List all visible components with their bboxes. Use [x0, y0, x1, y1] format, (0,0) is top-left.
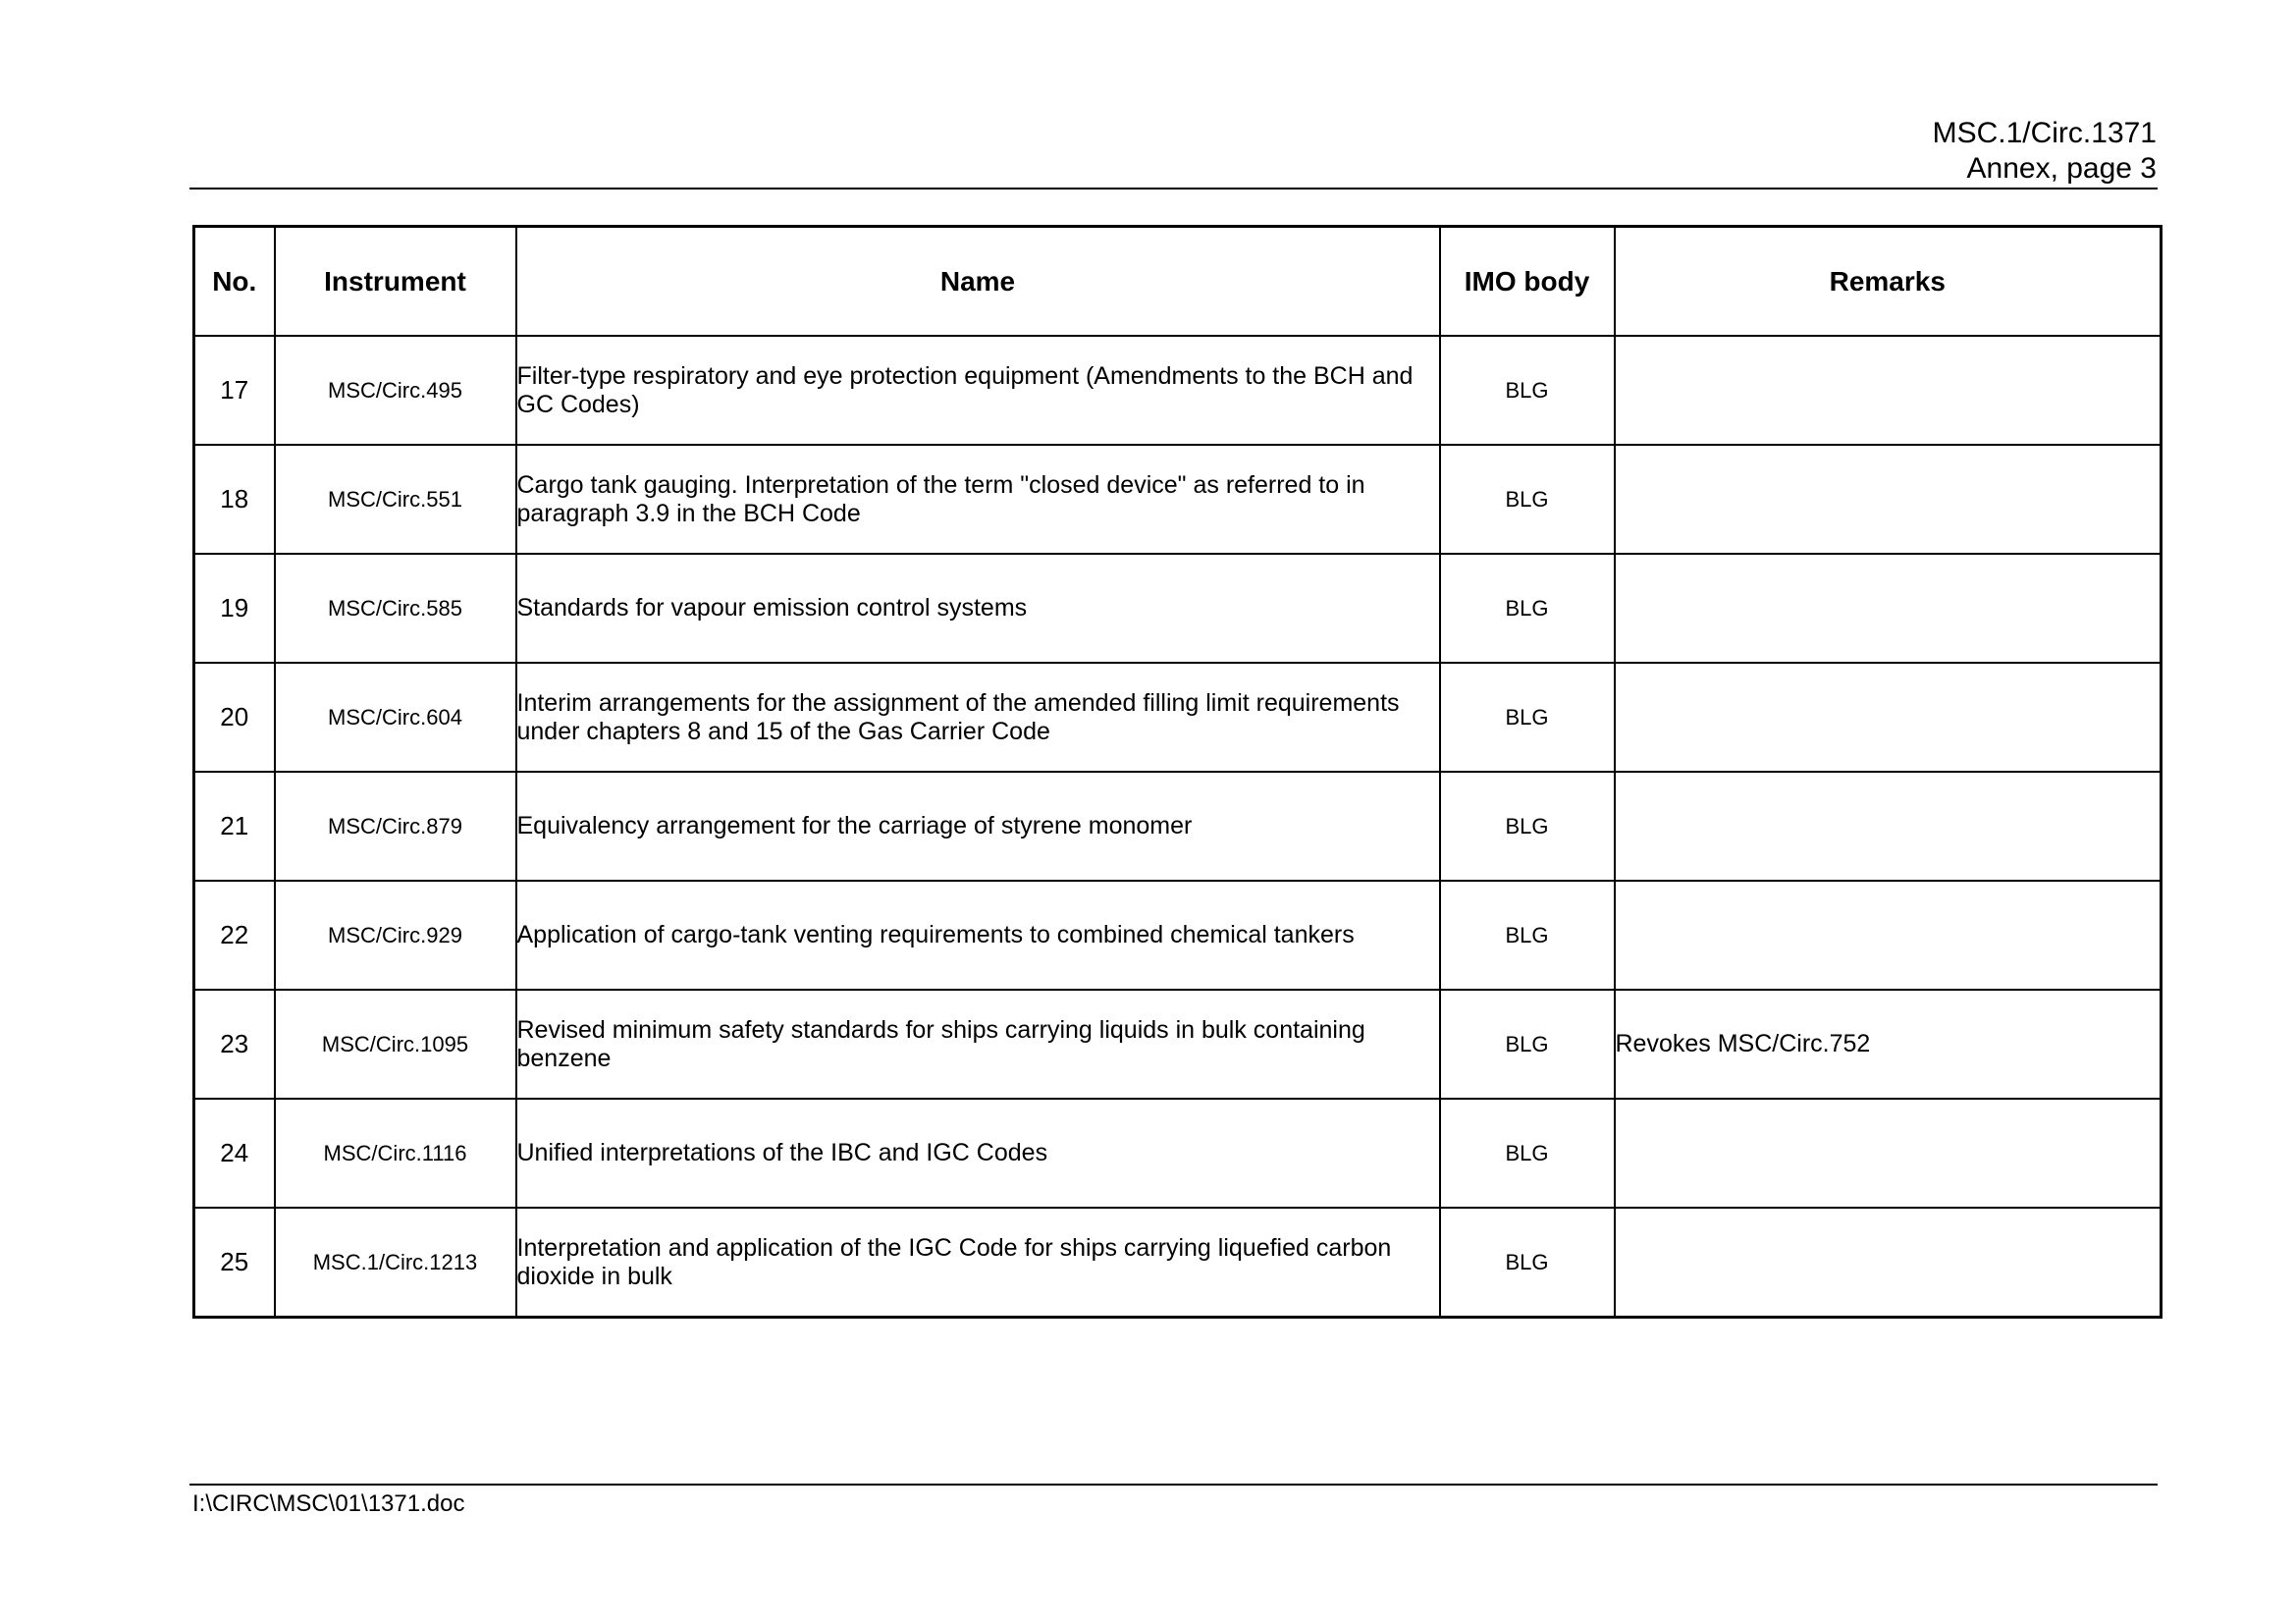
cell-remarks: Revokes MSC/Circ.752: [1615, 990, 2162, 1099]
header-divider: [189, 188, 2158, 189]
footer-file-path: I:\CIRC\MSC\01\1371.doc: [192, 1490, 465, 1517]
cell-remarks: [1615, 881, 2162, 990]
cell-imo-body: BLG: [1440, 772, 1615, 881]
table-row: [194, 881, 2162, 990]
cell-imo-body: BLG: [1440, 1208, 1615, 1318]
cell-no: 17: [194, 336, 275, 445]
column-header-imo-body: IMO body: [1440, 227, 1615, 337]
cell-no: 23: [194, 990, 275, 1099]
cell-name: Application of cargo-tank venting requirements to combined chemical tankers: [516, 881, 1440, 990]
cell-imo-body: BLG: [1440, 554, 1615, 663]
cell-instrument: MSC.1/Circ.1213: [275, 1208, 516, 1318]
cell-name: Standards for vapour emission control systems: [516, 554, 1440, 663]
table-row: [194, 554, 2162, 663]
instruments-table: [192, 225, 2163, 1319]
cell-name: Revised minimum safety standards for ships carrying liquids in bulk containing benzene: [516, 990, 1440, 1099]
cell-name: Interim arrangements for the assignment of the amended filling limit requirements under chapters 8 and 15 of the Gas Carrier Code: [516, 663, 1440, 772]
cell-imo-body: BLG: [1440, 663, 1615, 772]
table-header-row: [194, 227, 2162, 337]
cell-name: Interpretation and application of the IGC Code for ships carrying liquefied carbon dioxide in bulk: [516, 1208, 1440, 1318]
table-row: [194, 336, 2162, 445]
cell-name: Equivalency arrangement for the carriage of styrene monomer: [516, 772, 1440, 881]
cell-instrument: MSC/Circ.604: [275, 663, 516, 772]
cell-instrument: MSC/Circ.495: [275, 336, 516, 445]
cell-name: Cargo tank gauging. Interpretation of the term "closed device" as referred to in paragraph 3.9 in the BCH Code: [516, 445, 1440, 554]
page-header: [1933, 116, 2157, 187]
cell-instrument: MSC/Circ.929: [275, 881, 516, 990]
cell-imo-body: BLG: [1440, 881, 1615, 990]
cell-imo-body: BLG: [1440, 445, 1615, 554]
footer-divider: [189, 1484, 2158, 1486]
cell-imo-body: BLG: [1440, 990, 1615, 1099]
cell-remarks: [1615, 663, 2162, 772]
table-row: [194, 772, 2162, 881]
column-header-remarks: Remarks: [1615, 227, 2162, 337]
cell-remarks: [1615, 554, 2162, 663]
cell-remarks: [1615, 772, 2162, 881]
cell-remarks: [1615, 1099, 2162, 1208]
cell-no: 22: [194, 881, 275, 990]
cell-imo-body: BLG: [1440, 336, 1615, 445]
cell-no: 18: [194, 445, 275, 554]
column-header-no: No.: [194, 227, 275, 337]
cell-instrument: MSC/Circ.551: [275, 445, 516, 554]
cell-instrument: MSC/Circ.1095: [275, 990, 516, 1099]
table-row: [194, 663, 2162, 772]
cell-remarks: [1615, 336, 2162, 445]
cell-no: 24: [194, 1099, 275, 1208]
cell-remarks: [1615, 1208, 2162, 1318]
document-reference: MSC.1/Circ.1371: [1932, 117, 2157, 149]
cell-no: 20: [194, 663, 275, 772]
cell-instrument: MSC/Circ.879: [275, 772, 516, 881]
table-row: [194, 1208, 2162, 1318]
cell-instrument: MSC/Circ.1116: [275, 1099, 516, 1208]
column-header-instrument: Instrument: [275, 227, 516, 337]
cell-instrument: MSC/Circ.585: [275, 554, 516, 663]
cell-name: Unified interpretations of the IBC and IGC Codes: [516, 1099, 1440, 1208]
column-header-name: Name: [516, 227, 1440, 337]
page-reference: Annex, page 3: [1966, 152, 2157, 185]
cell-no: 25: [194, 1208, 275, 1318]
cell-imo-body: BLG: [1440, 1099, 1615, 1208]
cell-remarks: [1615, 445, 2162, 554]
table-row: [194, 1099, 2162, 1208]
cell-no: 19: [194, 554, 275, 663]
cell-name: Filter-type respiratory and eye protection equipment (Amendments to the BCH and GC Codes): [516, 336, 1440, 445]
cell-no: 21: [194, 772, 275, 881]
table-row: [194, 445, 2162, 554]
table-row: [194, 990, 2162, 1099]
